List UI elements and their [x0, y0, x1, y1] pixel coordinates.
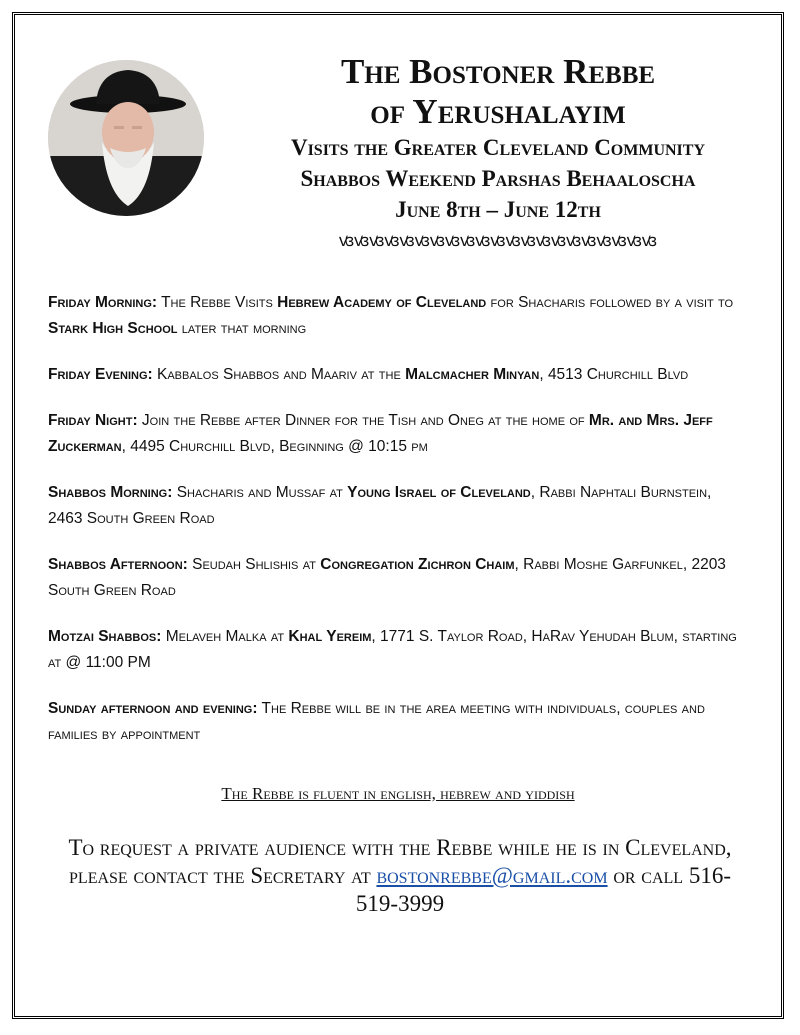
- event-label: Motzai Shabbos:: [48, 628, 162, 645]
- event-item: [48, 362, 748, 388]
- event-item: [48, 552, 748, 604]
- event-list: [48, 290, 748, 768]
- event-text: , 4513 Churchill Blvd: [539, 366, 689, 383]
- event-venue: Stark High School: [48, 320, 178, 337]
- contact-text: or call: [607, 863, 689, 888]
- event-text: , 1771 S. Taylor Road, HaRav Yehudah Blum, starting at @ 11:00 PM: [48, 628, 737, 671]
- event-text: for Shacharis followed by a visit to: [486, 294, 734, 311]
- event-text: , 4495 Churchill Blvd, Beginning @ 10:15 pm: [121, 438, 428, 455]
- event-text: The Rebbe Visits: [157, 294, 278, 311]
- language-note: The Rebbe is fluent in english, hebrew and yiddish: [221, 784, 575, 803]
- dates: June 8th – June 12th: [395, 197, 601, 222]
- phone-number: 516-519-3999: [355, 863, 731, 916]
- event-text: The Rebbe will be in the area meeting with individuals, couples and families by appointment: [48, 700, 705, 743]
- event-label: Shabbos Morning:: [48, 484, 173, 501]
- event-text: Melaveh Malka at: [161, 628, 289, 645]
- event-label: Friday Night:: [48, 412, 138, 429]
- event-text: later that morning: [177, 320, 307, 337]
- event-venue: Mr. and Mrs. Jeff Zuckerman: [48, 412, 713, 455]
- title-line-2: of Yerushalayim: [370, 92, 626, 131]
- event-label: Friday Morning:: [48, 294, 158, 311]
- event-text: , Rabbi Moshe Garfunkel, 2203 South Green Road: [48, 556, 726, 599]
- event-venue: Hebrew Academy of Cleveland: [277, 294, 487, 311]
- event-venue: Malcmacher Minyan: [405, 366, 540, 383]
- decorative-flourish: ꟃꟃꟃꟃꟃꟃꟃꟃꟃꟃꟃꟃꟃꟃꟃꟃꟃꟃꟃꟃꟃ: [338, 231, 658, 251]
- event-venue: Khal Yereim: [288, 628, 372, 645]
- event-label: Friday Evening:: [48, 366, 153, 383]
- event-venue: Young Israel of Cleveland: [347, 484, 531, 501]
- event-text: Shacharis and Mussaf at: [172, 484, 348, 501]
- title-line-1: The Bostoner Rebbe: [340, 52, 656, 91]
- header: [228, 52, 768, 254]
- contact-text: To request a private audience with the Rebbe while he is in Cleveland, please contact the Secretary at: [68, 835, 732, 888]
- event-item: [48, 624, 748, 676]
- event-item: [48, 696, 748, 748]
- event-venue: Congregation Zichron Chaim: [320, 556, 515, 573]
- event-text: Seudah Shlishis at: [187, 556, 321, 573]
- event-text: Kabbalos Shabbos and Maariv at the: [152, 366, 406, 383]
- event-item: [48, 290, 748, 342]
- event-label: Sunday afternoon and evening:: [48, 700, 258, 717]
- rebbe-portrait-photo: [48, 60, 204, 216]
- event-label: Shabbos Afternoon:: [48, 556, 188, 573]
- event-item: [48, 480, 748, 532]
- subtitle-weekend: Shabbos Weekend Parshas Behaaloscha: [300, 166, 696, 191]
- subtitle-community: Visits the Greater Cleveland Community: [290, 135, 706, 160]
- event-item: [48, 408, 748, 460]
- event-text: , Rabbi Naphtali Burnstein, 2463 South Green Road: [48, 484, 712, 527]
- email-link[interactable]: bostonrebbe@gmail.com: [376, 863, 608, 888]
- event-text: Join the Rebbe after Dinner for the Tish and Oneg at the home of: [137, 412, 589, 429]
- contact-request: [60, 834, 740, 918]
